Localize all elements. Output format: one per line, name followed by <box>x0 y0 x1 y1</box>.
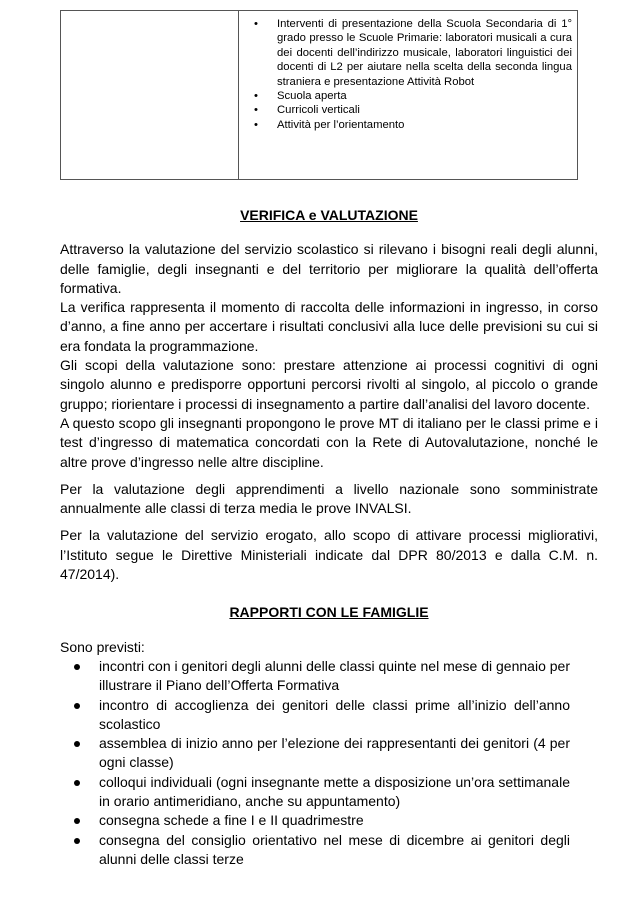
section-heading-rapporti: RAPPORTI CON LE FAMIGLIE <box>229 604 429 621</box>
list-item-text: colloqui individuali (ogni insegnante mette a disposizione un’ora settimanale in orario antimeridiano, anche su appuntamento) <box>99 773 570 810</box>
paragraph: Per la valutazione del servizio erogato, allo scopo di attivare processi migliorativi, l’Istituto segue le Direttive Ministeriali indicate dal DPR 80/2013 e dalla C.M. n. 47/2014). <box>60 527 598 583</box>
list-item <box>60 831 570 870</box>
table-empty-cell <box>61 11 239 179</box>
meetings-list <box>60 657 598 869</box>
bullet-icon <box>74 741 80 747</box>
paragraph: Per la valutazione degli apprendimenti a livello nazionale sono somministrate annualmente alle classi di terza media le prove INVALSI. <box>60 480 598 517</box>
list-item-text: incontro di accoglienza dei genitori delle classi prime all’inizio dell’anno scolastico <box>99 696 570 732</box>
table-list-item: • Curricoli verticali <box>254 103 572 117</box>
list-intro: Sono previsti: <box>60 638 145 655</box>
table-list-item: • Attività per l’orientamento <box>254 118 572 132</box>
bullet-icon <box>74 838 80 844</box>
list-item <box>60 657 570 696</box>
bullet-icon <box>74 664 80 670</box>
table-content-cell <box>239 11 577 179</box>
list-item-text: consegna schede a fine I e II quadrimestre <box>99 812 364 829</box>
paragraph: Attraverso la valutazione del servizio scolastico si rilevano i bisogni reali degli alunni, delle famiglie, degli insegnanti e del territorio per migliorare la qualità dell’offerta formativa. <box>60 241 598 296</box>
list-item <box>60 696 570 735</box>
paragraph: Gli scopi della valutazione sono: prestare attenzione ai processi cognitivi di ogni singolo alunno e predisporre opportuni percorsi rivolti al singolo, al piccolo o grande gruppo; riorientare i processi di insegnamento a partire dall’analisi del lavoro docente. <box>60 357 598 412</box>
list-item-text: assemblea di inizio anno per l’elezione dei rappresentanti dei genitori (4 per ogni classe) <box>99 735 570 771</box>
document-body <box>60 206 598 869</box>
list-item-text: incontri con i genitori degli alunni delle classi quinte nel mese di gennaio per illustrare il Piano dell’Offerta Formativa <box>99 657 570 694</box>
bullet-icon <box>74 703 80 709</box>
table-bullet-list <box>254 17 572 132</box>
list-item-text: consegna del consiglio orientativo nel mese di dicembre ai genitori degli alunni delle classi terze <box>99 831 570 867</box>
list-item <box>60 734 570 773</box>
section-heading-verifica: VERIFICA e VALUTAZIONE <box>240 207 418 223</box>
paragraph: La verifica rappresenta il momento di raccolta delle informazioni in ingresso, in corso d’anno, a fine anno per accertare i risultati conclusivi alla luce delle previsioni su cui si era fondata la programmazione. <box>60 299 598 354</box>
bullet-icon <box>74 818 80 824</box>
list-item <box>60 773 570 812</box>
list-item <box>60 811 570 830</box>
paragraph: A questo scopo gli insegnanti propongono le prove MT di italiano per le classi prime e i test d’ingresso di matematica concordati con la Rete di Autovalutazione, nonché le altre prove d’ingresso nelle altre discipline. <box>60 414 598 470</box>
table-list-item: • Scuola aperta <box>254 89 572 103</box>
activities-table <box>60 10 578 180</box>
bullet-icon <box>74 780 80 786</box>
table-list-item: • Interventi di presentazione della Scuola Secondaria di 1° grado presso le Scuole Primarie: laboratori musicali a cura dei docenti dell’indirizzo musicale, laboratori linguistici dei docenti di L2 per aiutare nella scelta della seconda lingua straniera e presentazione Attività Robot <box>254 17 572 89</box>
